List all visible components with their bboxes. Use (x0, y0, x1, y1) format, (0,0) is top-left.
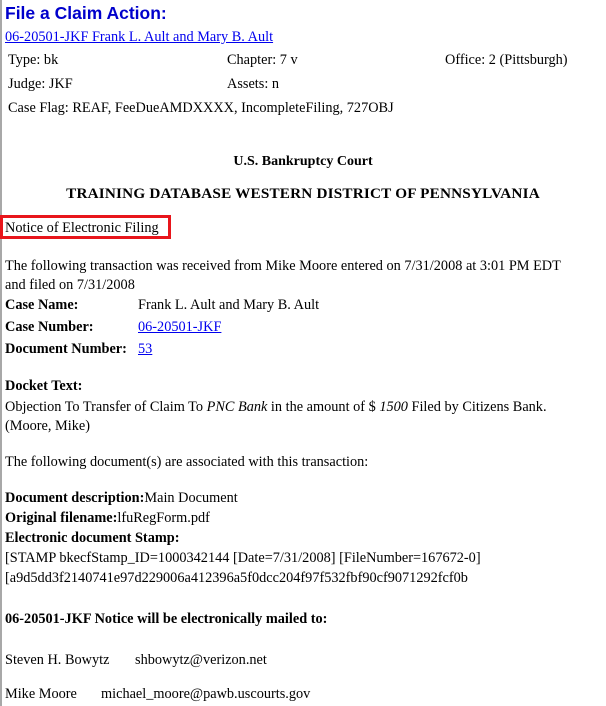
page-title: File a Claim Action: (5, 3, 167, 23)
case-info-row-2 (0, 74, 600, 94)
case-name-label: Case Name: (5, 297, 79, 313)
notice-label: Notice of Electronic Filing (5, 220, 159, 236)
district-name: TRAINING DATABASE WESTERN DISTRICT OF PENNSYLVANIA (66, 185, 540, 202)
case-flag: Case Flag: REAF, FeeDueAMDXXXX, IncompleteFiling, 727OBJ (8, 100, 394, 116)
court-name: U.S. Bankruptcy Court (233, 154, 373, 169)
documents-intro: The following document(s) are associated with this transaction: (5, 454, 369, 470)
document-description-value: Main Document (144, 490, 238, 506)
mailing-heading: 06-20501-JKF Notice will be electronically mailed to: (5, 611, 328, 627)
recipient-email: michael_moore@pawb.uscourts.gov (101, 686, 311, 702)
docket-creditor: PNC Bank (206, 399, 268, 415)
document-description-label: Document description: (5, 490, 145, 506)
case-number-link[interactable]: 06-20501-JKF (138, 319, 222, 335)
document-number-label: Document Number: (5, 341, 127, 357)
case-name-value: Frank L. Ault and Mary B. Ault (138, 297, 320, 313)
docket-text-label: Docket Text: (5, 378, 83, 394)
case-info-row-1 (0, 50, 600, 70)
case-info-row-3 (0, 98, 600, 118)
docket-text-part-2: in the amount of $ (267, 399, 380, 415)
recipient-name: Steven H. Bowytz (5, 652, 110, 668)
case-number-label: Case Number: (5, 319, 94, 335)
document-number-link[interactable]: 53 (138, 341, 153, 357)
transaction-intro-line-1: The following transaction was received from Mike Moore entered on 7/31/2008 at 3:01 PM EDT (5, 258, 561, 274)
case-link[interactable]: 06-20501-JKF Frank L. Ault and Mary B. Ault (5, 29, 274, 45)
docket-text-part-3: Filed by Citizens Bank. (407, 399, 547, 415)
document-stamp-label: Electronic document Stamp: (5, 530, 180, 546)
case-assets: Assets: n (227, 76, 280, 92)
original-filename-value: lfuRegForm.pdf (117, 510, 210, 526)
original-filename-row (5, 508, 605, 528)
case-chapter: Chapter: 7 v (227, 52, 298, 68)
docket-text-part-1: Objection To Transfer of Claim To (5, 399, 207, 415)
document-description-row (5, 488, 605, 508)
transaction-intro-line-2: and filed on 7/31/2008 (5, 277, 135, 293)
case-type: Type: bk (8, 52, 59, 68)
docket-amount: 1500 (379, 399, 408, 415)
document-stamp-line-2: [a9d5dd3f2140741e97d229006a412396a5f0dcc204f97f532fbf90cf9071292fcf0b (5, 570, 468, 586)
case-office: Office: 2 (Pittsburgh) (445, 52, 568, 68)
original-filename-label: Original filename: (5, 510, 118, 526)
case-judge: Judge: JKF (8, 76, 73, 92)
recipient-name: Mike Moore (5, 686, 77, 702)
document-stamp-line-1: [STAMP bkecfStamp_ID=1000342144 [Date=7/31/2008] [FileNumber=167672-0] (5, 550, 481, 566)
recipient-email: shbowytz@verizon.net (135, 652, 267, 668)
docket-text-line-1 (5, 397, 605, 417)
docket-text-line-2: (Moore, Mike) (5, 418, 90, 434)
